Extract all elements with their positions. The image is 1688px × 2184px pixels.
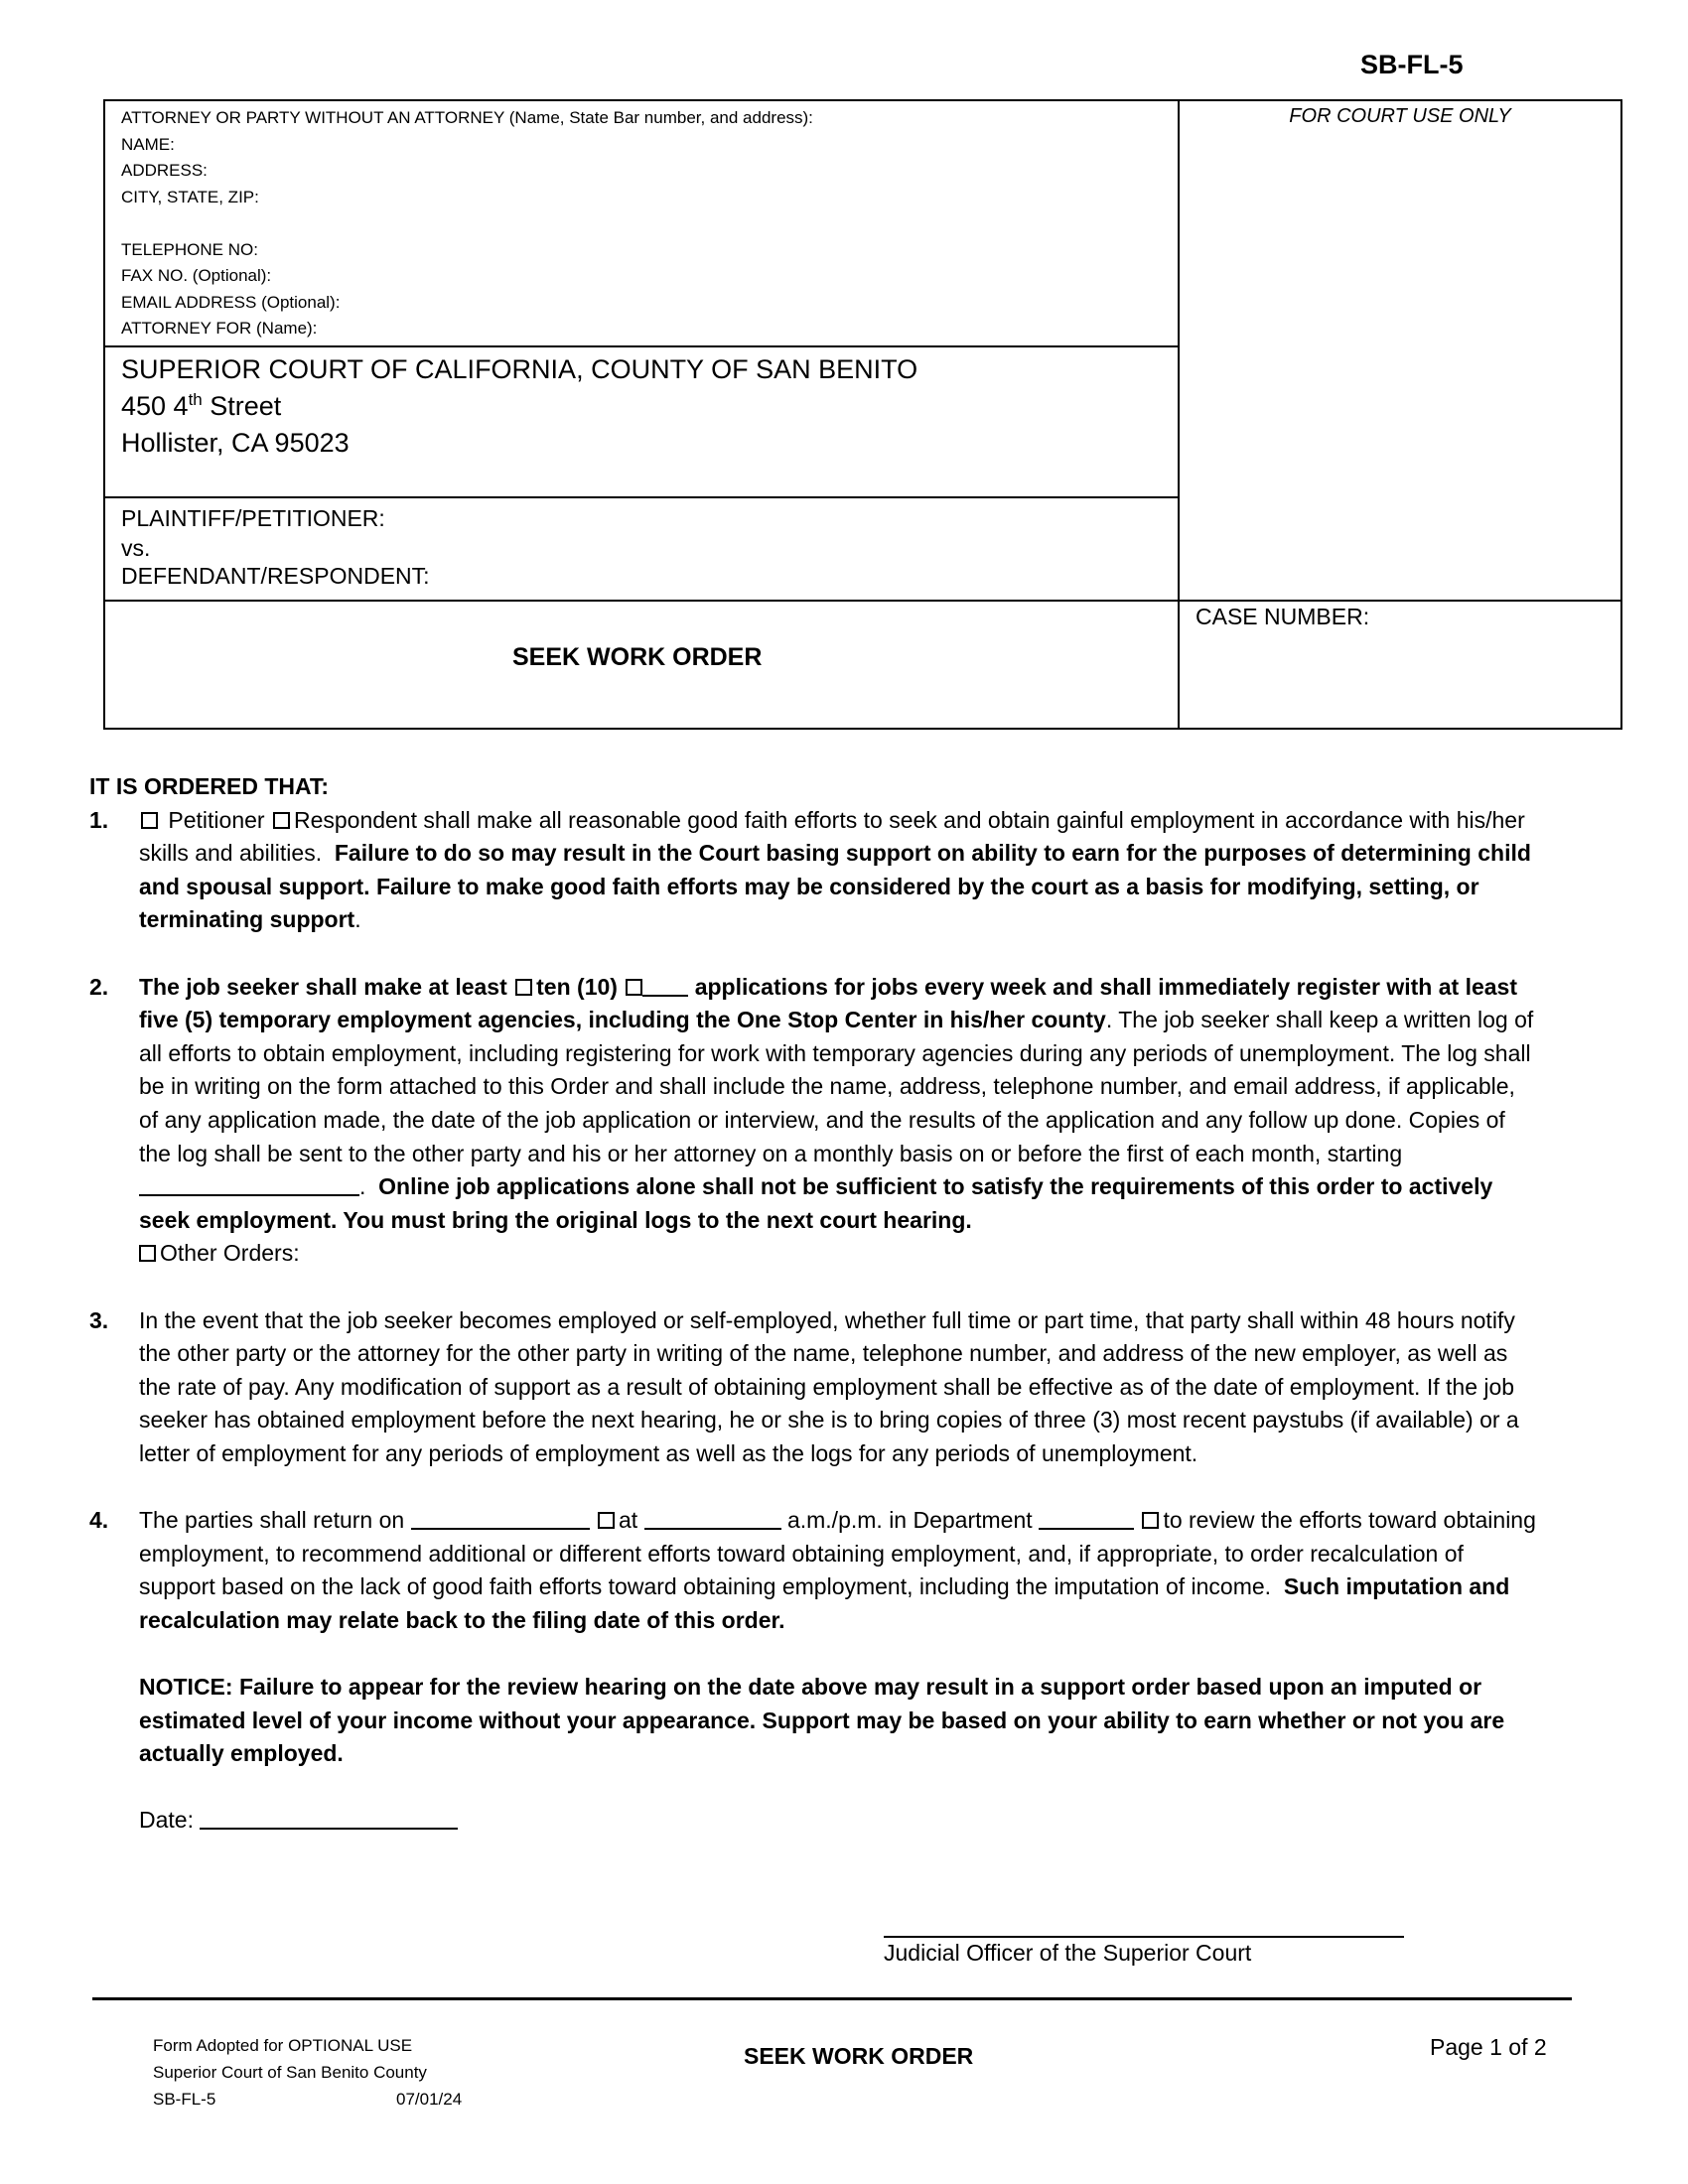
item-number: 3. <box>89 1306 109 1333</box>
court-city: Hollister, CA 95023 <box>121 428 350 458</box>
item-number: 2. <box>89 973 109 1000</box>
date-label: Date: <box>139 1807 194 1834</box>
order-item-3 <box>89 1304 1539 1471</box>
title-section <box>105 602 1180 730</box>
notice-block <box>89 1671 1539 1771</box>
defendant-label: DEFENDANT/RESPONDENT: <box>121 563 430 589</box>
form-id: SB-FL-5 <box>1360 50 1464 79</box>
starting-date-field[interactable] <box>139 1174 359 1196</box>
custom-applications-field[interactable] <box>642 975 688 997</box>
page-number: Page 1 of 2 <box>1430 2034 1547 2060</box>
address-label: ADDRESS: <box>121 161 208 180</box>
court-use-only: FOR COURT USE ONLY <box>1180 101 1620 602</box>
item1-text: Respondent shall make all reasonable good faith efforts to seek and obtain gainful employment in accordance with his/her skills and abilities. <box>139 806 1525 867</box>
respondent-checkbox[interactable] <box>273 812 290 829</box>
plaintiff-label: PLAINTIFF/PETITIONER: <box>121 505 385 531</box>
name-label: NAME: <box>121 134 175 154</box>
parties-section <box>105 498 1180 602</box>
vs-label: vs. <box>121 535 151 561</box>
return-time-field[interactable] <box>644 1508 781 1530</box>
at-checkbox[interactable] <box>598 1512 615 1529</box>
order-item-4: 4. The parties shall return on at a.m./p.m. in Department to review the efforts toward obtaining employment, to recommend additional or different efforts toward obtaining employment, and, if appropriate, to order recalculation of support based on the lack of good faith efforts toward obtaining employment, including the imputation of income. Such imputation and recalculation may relate back to the filing date of this order. <box>89 1504 1539 1637</box>
other-orders-checkbox[interactable] <box>139 1245 156 1262</box>
item1-bold-text: Failure to do so may result in the Court basing support on ability to earn for the purposes of determining child and spousal support. Failure to make good faith efforts may be considered by the court as a basis for modifying, setting, or terminating support <box>139 840 1531 933</box>
ten-applications-checkbox[interactable] <box>515 979 532 996</box>
case-number-label: CASE NUMBER: <box>1196 604 1370 629</box>
fax-label: FAX NO. (Optional): <box>121 266 272 285</box>
item3-text: In the event that the job seeker becomes employed or self-employed, whether full time or part time, that party shall within 48 hours notify the other party or the attorney for the other party in writing of the name, telephone number, and address of the new employer, as well as the rate of pay. Any modification of support as a result of obtaining employment shall be effective as of the date of employment. If the job seeker has obtained employment before the next hearing, he or she is to bring copies of three (3) most recent paystubs (if available) or a letter of employment for any periods of employment as well as the logs for any periods of unemployment. <box>139 1306 1519 1466</box>
attorney-heading: ATTORNEY OR PARTY WITHOUT AN ATTORNEY (Name, State Bar number, and address): <box>121 108 813 127</box>
notice-text: NOTICE: Failure to appear for the review hearing on the date above may result in a support order based upon an imputed or estimated level of your income without your appearance. Support may be based on your ability to earn whether or not you are actually employed. <box>139 1674 1505 1767</box>
city-state-zip-label: CITY, STATE, ZIP: <box>121 187 259 206</box>
signature-line[interactable] <box>884 1936 1404 1938</box>
footer-form-code: SB-FL-5 <box>153 2090 216 2109</box>
court-street: 450 4th Street <box>121 390 282 421</box>
date-row <box>89 1804 1539 1838</box>
email-label: EMAIL ADDRESS (Optional): <box>121 292 341 312</box>
order-item-1: 1. Petitioner Respondent shall make all reasonable good faith efforts to seek and obtain gainful employment in accordance with his/her skills and abilities. Failure to do so may result in the Court basing support on ability to earn for the purposes of determining child and spousal support. Failure to make good faith efforts may be considered by the court as a basis for modifying, setting, or terminating support. <box>89 804 1539 937</box>
item-number: 4. <box>89 1507 109 1534</box>
department-field[interactable] <box>1039 1508 1134 1530</box>
court-section <box>105 347 1180 498</box>
review-checkbox[interactable] <box>1142 1512 1159 1529</box>
caption-box <box>103 99 1622 730</box>
order-item-2: 2. The job seeker shall make at least ten (10) applications for jobs every week and shall immediately register with at least five (5) temporary employment agencies, including the One Stop Center in his/her county. The job seeker shall keep a written log of all efforts to obtain employment, including registering for work with temporary agencies during any periods of unemployment. The log shall be in writing on the form attached to this Order and shall include the name, address, telephone number, and email address, if applicable, of any application made, the date of the job application or interview, and the results of the application and any follow up done. Copies of the log shall be sent to the other party and his or her attorney on a monthly basis on or before the first of each month, starting . Online job applications alone shall not be sufficient to satisfy the requirements of this order to actively seek employment. You must bring the original logs to the next court hearing. Other Orders: <box>89 971 1539 1271</box>
other-orders-label: Other Orders: <box>160 1240 300 1267</box>
signature-label: Judicial Officer of the Superior Court <box>884 1940 1252 1966</box>
custom-applications-checkbox[interactable] <box>626 979 642 996</box>
telephone-label: TELEPHONE NO: <box>121 239 258 259</box>
footer-adopted: Form Adopted for OPTIONAL USE <box>153 2036 413 2055</box>
form-title: SEEK WORK ORDER <box>512 643 763 671</box>
attorney-for-label: ATTORNEY FOR (Name): <box>121 319 318 338</box>
footer-court: Superior Court of San Benito County <box>153 2063 427 2082</box>
footer-divider <box>92 1997 1572 2000</box>
court-name: SUPERIOR COURT OF CALIFORNIA, COUNTY OF SAN BENITO <box>121 354 918 384</box>
ordered-heading: IT IS ORDERED THAT: <box>89 773 330 799</box>
petitioner-checkbox[interactable] <box>141 812 158 829</box>
item-number: 1. <box>89 806 109 833</box>
order-body <box>89 770 1539 1838</box>
footer-title: SEEK WORK ORDER <box>744 2043 974 2069</box>
date-field[interactable] <box>200 1808 458 1830</box>
footer-form-info <box>153 2032 481 2113</box>
return-date-field[interactable] <box>411 1508 590 1530</box>
footer-form-date: 07/01/24 <box>396 2090 463 2109</box>
attorney-info-section <box>105 101 1180 347</box>
petitioner-label: Petitioner <box>168 806 265 833</box>
